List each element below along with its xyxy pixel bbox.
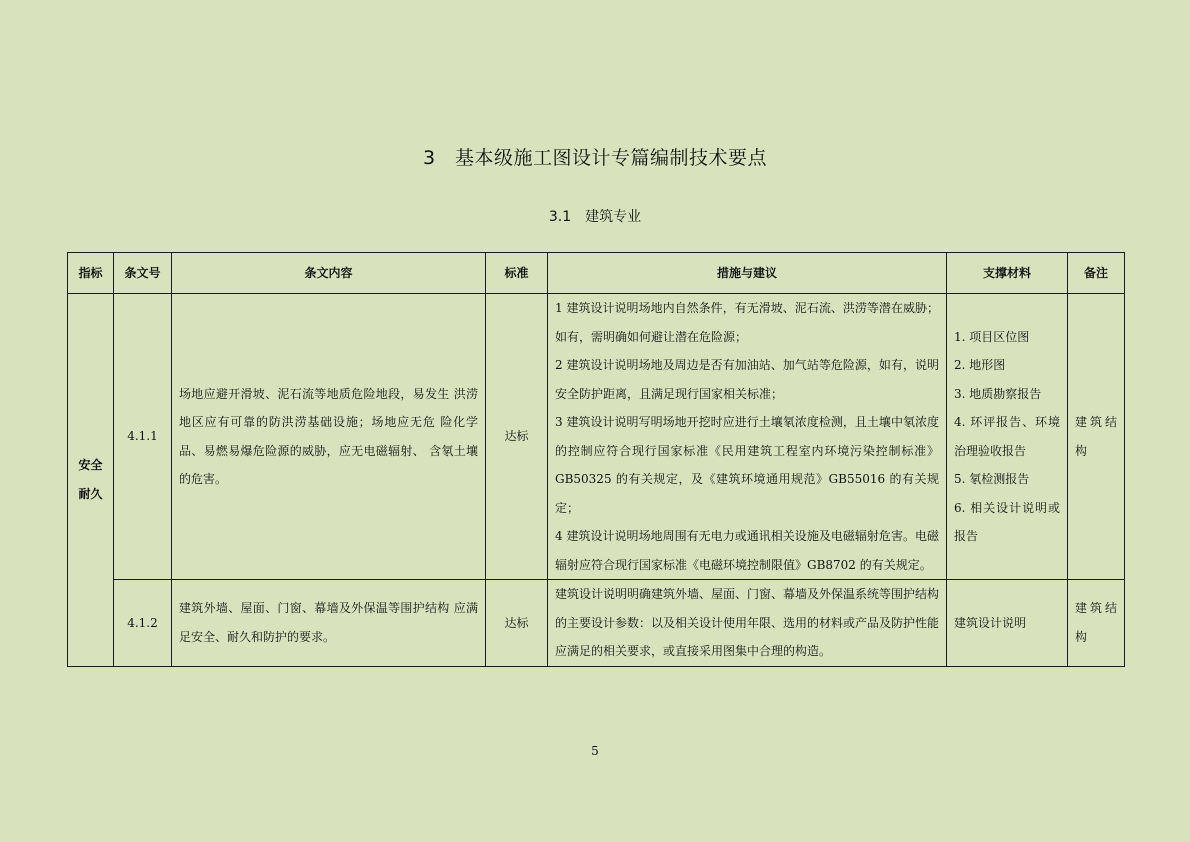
standard-status: 达标	[486, 294, 548, 580]
indicator-line: 安全	[78, 458, 103, 473]
header-remark: 备注	[1068, 253, 1125, 294]
measure-item: 2 建筑设计说明场地及周边是否有加油站、加气站等危险源，如有，说明安全防护距离，且满足现行国家相关标准；	[555, 358, 939, 401]
material-item: 2. 地形图	[954, 358, 1006, 372]
measure-item: 1 建筑设计说明场地内自然条件，有无滑坡、泥石流、洪涝等潜在威胁；如有，需明确如何避让潜在危险源；	[555, 301, 939, 344]
indicator-cell	[68, 294, 114, 667]
header-clause-no: 条文号	[114, 253, 172, 294]
measures-cell	[548, 580, 947, 667]
material-item: 建筑设计说明	[954, 615, 1027, 630]
clause-content: 场地应避开滑坡、泥石流等地质危险地段，易发生 洪涝地区应有可靠的防洪涝基础设施；场地应无危 险化学品、易燃易爆危险源的威胁，应无电磁辐射、 含氡土壤的危害。	[172, 294, 486, 580]
measures-cell	[548, 294, 947, 580]
material-item: 6. 相关设计说明或报告	[954, 500, 1060, 543]
header-indicator: 指标	[68, 253, 114, 294]
table-row	[68, 580, 1125, 667]
table-row	[68, 294, 1125, 580]
requirements-table	[67, 252, 1125, 667]
materials-cell	[947, 580, 1068, 667]
clause-content: 建筑外墙、屋面、门窗、幕墙及外保温等围护结构 应满足安全、耐久和防护的要求。	[172, 580, 486, 667]
materials-cell	[947, 294, 1068, 580]
indicator-line: 耐久	[78, 486, 103, 501]
clause-number: 4.1.1	[114, 294, 172, 580]
page-title: 3 基本级施工图设计专篇编制技术要点	[422, 147, 768, 169]
header-materials: 支撑材料	[947, 253, 1068, 294]
page-number: 5	[591, 744, 599, 758]
measure-item: 3 建筑设计说明写明场地开挖时应进行土壤氡浓度检测，且土壤中氡浓度的控制应符合现行国家标准《民用建筑工程室内环境污染控制标准》GB50325 的有关规定，及《建筑环境通用规范》GB55016 的有关规定；	[555, 415, 939, 515]
measure-item: 4 建筑设计说明场地周围有无电力或通讯相关设施及电磁辐射危害。电磁辐射应符合现行国家标准《电磁环境控制限值》GB8702 的有关规定。	[555, 529, 939, 572]
material-item: 3. 地质勘察报告	[954, 386, 1042, 401]
measure-item: 建筑设计说明明确建筑外墙、屋面、门窗、幕墙及外保温系统等围护结构的主要设计参数：以及相关设计使用年限、选用的材料或产品及防护性能应满足的相关要求，或直接采用图集中合理的构造。	[555, 587, 940, 658]
section-title: 3.1 建筑专业	[548, 209, 642, 225]
material-item: 1. 项目区位图	[954, 329, 1030, 344]
standard-status: 达标	[486, 580, 548, 667]
remark-cell: 建筑结构	[1068, 294, 1125, 580]
clause-number: 4.1.2	[114, 580, 172, 667]
header-standard: 标准	[486, 253, 548, 294]
material-item: 5. 氡检测报告	[954, 472, 1030, 486]
table-header-row	[68, 253, 1125, 294]
header-clause-content: 条文内容	[172, 253, 486, 294]
remark-cell: 建筑结构	[1068, 580, 1125, 667]
material-item: 4. 环评报告、环境治理验收报告	[954, 415, 1060, 458]
header-measures: 措施与建议	[548, 253, 947, 294]
